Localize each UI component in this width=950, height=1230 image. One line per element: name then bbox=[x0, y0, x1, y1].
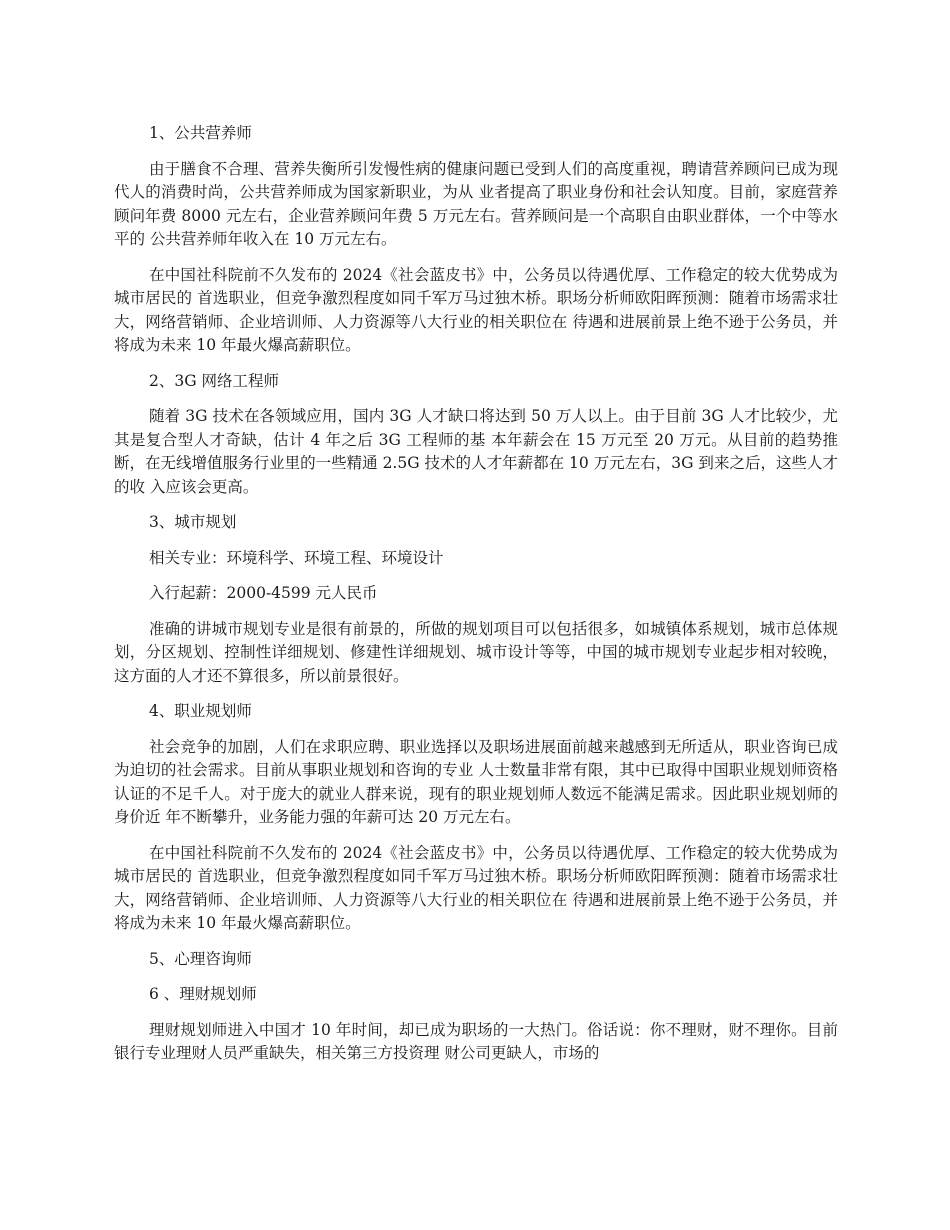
document-page bbox=[114, 122, 838, 1078]
paragraph-social-bluebook: 在中国社科院前不久发布的 2024《社会蓝皮书》中，公务员以待遇优厚、工作稳定的较大优势成为城市居民的 首选职业，但竞争激烈程度如同千军万马过独木桥。职场分析师欧阳晖预测：随着市场需求壮大，网络营销师、企业培训师、人力资源等八大行业的相关职位在 待遇和进展前景上绝不逊于公务员，并将成为未来 10 年最火爆高薪职位。 bbox=[114, 265, 838, 354]
paragraph-nutritionist-intro: 由于膳食不合理、营养失衡所引发慢性病的健康问题已受到人们的高度重视，聘请营养顾问已成为现代人的消费时尚，公共营养师成为国家新职业，为从 业者提高了职业身份和社会认知度。目前，家庭营养顾问年费 8000 元左右，企业营养顾问年费 5 万元左右。营养顾问是一个高职自由职业群体，一个中等水平的 公共营养师年收入在 10 万元左右。 bbox=[114, 159, 838, 248]
paragraph-financial-planner: 理财规划师进入中国才 10 年时间，却已成为职场的一大热门。俗话说：你不理财，财不理你。目前银行专业理财人员严重缺失，相关第三方投资理 财公司更缺人，市场的 bbox=[114, 1020, 838, 1062]
section-heading-financial-planner: 6 、理财规划师 bbox=[149, 985, 257, 1003]
paragraph-urban-planning: 准确的讲城市规划专业是很有前景的，所做的规划项目可以包括很多，如城镇体系规划，城市总体规划，分区规划、控制性详细规划、修建性详细规划、城市设计等等，中国的城市规划专业起步相对较晚，这方面的人才还不算很多，所以前景很好。 bbox=[114, 619, 838, 685]
section-heading-counselor: 5、心理咨询师 bbox=[149, 949, 252, 968]
section-heading-career-planner: 4、职业规划师 bbox=[149, 702, 252, 720]
paragraph-related-majors: 相关专业：环境科学、环境工程、环境设计 bbox=[149, 548, 444, 567]
section-heading-nutritionist: 1、公共营养师 bbox=[149, 124, 252, 142]
section-heading-urban-planning: 3、城市规划 bbox=[149, 513, 237, 531]
paragraph-social-bluebook-repeat: 在中国社科院前不久发布的 2024《社会蓝皮书》中，公务员以待遇优厚、工作稳定的较大优势成为城市居民的 首选职业，但竞争激烈程度如同千军万马过独木桥。职场分析师欧阳晖预测：随着市场需求壮大，网络营销师、企业培训师、人力资源等八大行业的相关职位在 待遇和进展前景上绝不逊于公务员，并将成为未来 10 年最火爆高薪职位。 bbox=[114, 843, 838, 932]
paragraph-career-planner: 社会竞争的加剧，人们在求职应聘、职业选择以及职场进展面前越来越感到无所适从，职业咨询已成为迫切的社会需求。目前从事职业规划和咨询的专业 人士数量非常有限，其中已取得中国职业规划师资格认证的不足千人。对于庞大的就业人群来说，现有的职业规划师人数远不能满足需求。因此职业规划师的身价近 年不断攀升，业务能力强的年薪可达 20 万元左右。 bbox=[114, 737, 838, 826]
paragraph-3g-engineer: 随着 3G 技术在各领域应用，国内 3G 人才缺口将达到 50 万人以上。由于目前 3G 人才比较少，尤其是复合型人才奇缺，估计 4 年之后 3G 工程师的基 本年薪会在 15 万元至 20 万元。从目前的趋势推断，在无线增值服务行业里的一些精通 2.5G 技术的人才年薪都在 10 万元左右，3G 到来之后，这些人才的收 入应该会更高。 bbox=[114, 407, 838, 496]
section-heading-3g-engineer: 2、3G 网络工程师 bbox=[149, 371, 280, 390]
paragraph-starting-salary: 入行起薪：2000-4599 元人民币 bbox=[149, 584, 378, 602]
